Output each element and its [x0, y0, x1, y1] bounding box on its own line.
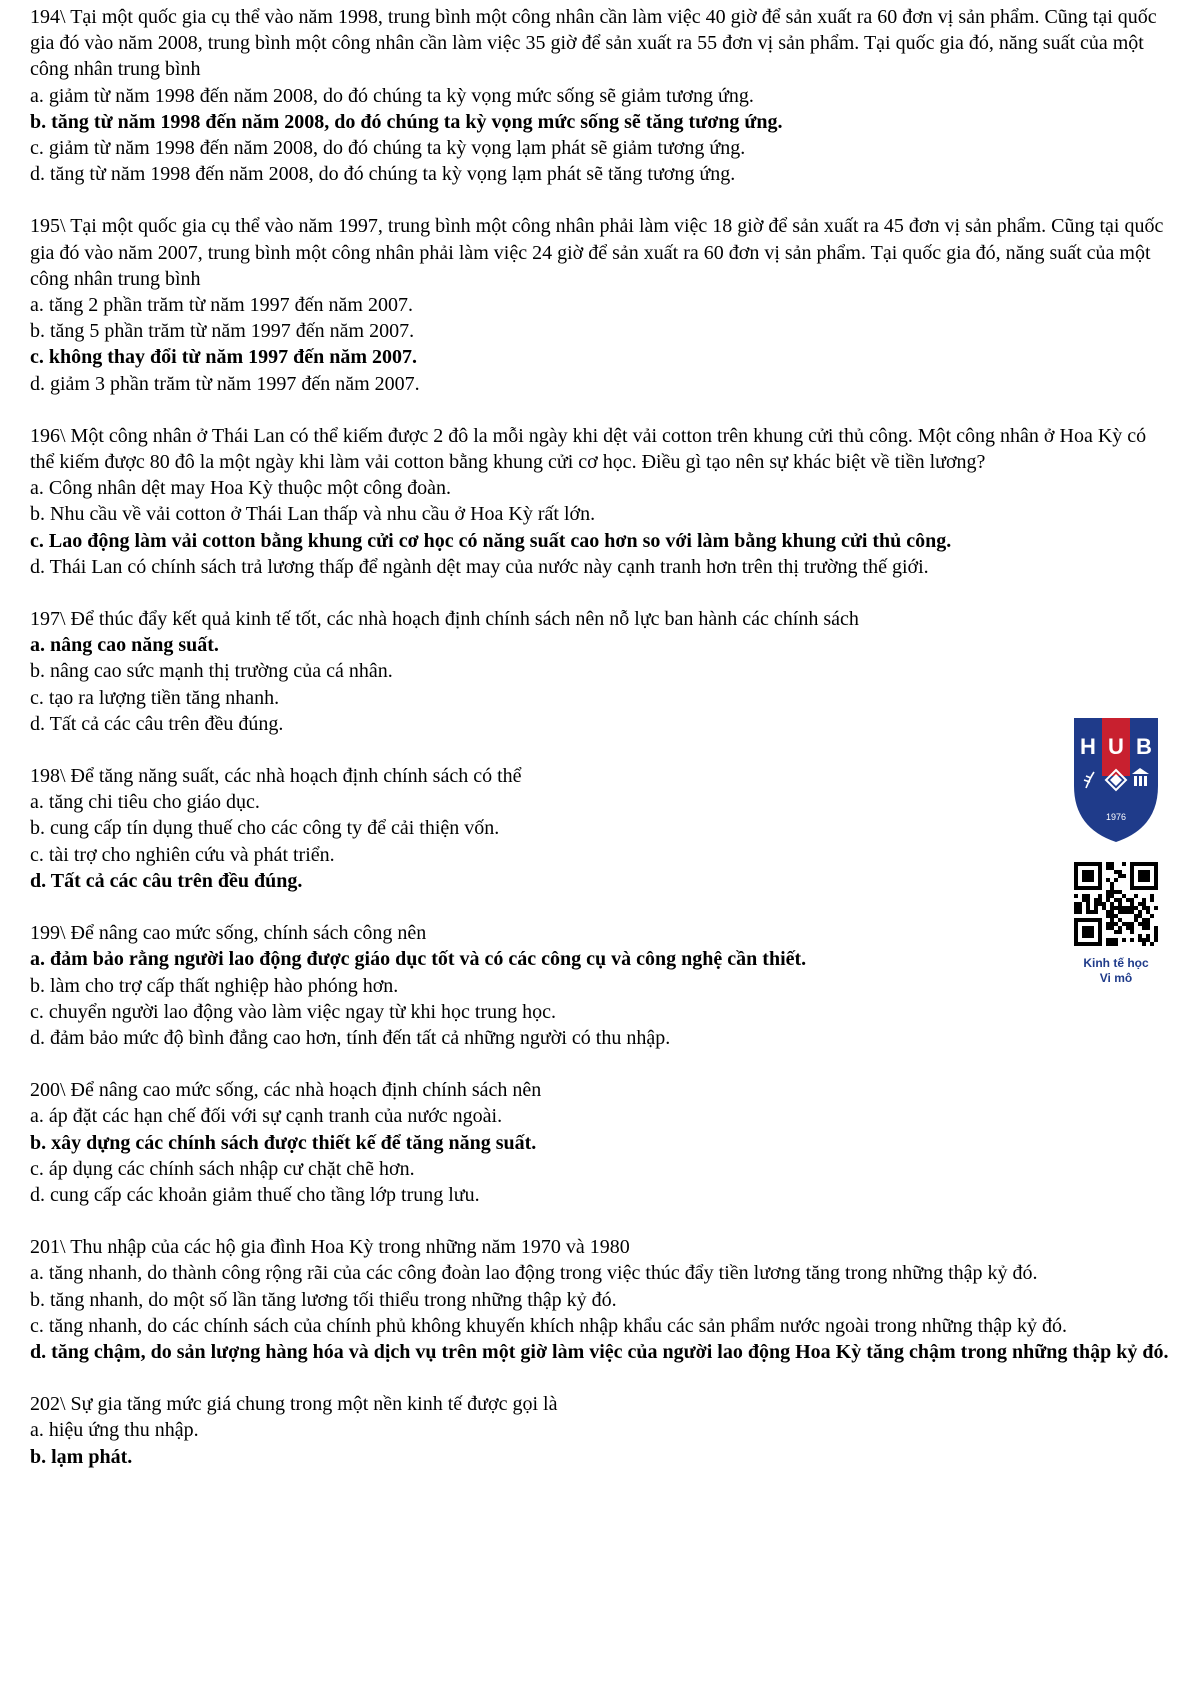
question-block	[30, 4, 1170, 187]
question-text: 194\ Tại một quốc gia cụ thể vào năm 1998, trung bình một công nhân cần làm việc 40 giờ để sản xuất ra 60 đơn vị sản phẩm. Cũng tại quốc gia đó vào năm 2008, trung bình một công nhân cần làm việc 35 giờ để sản xuất ra 55 đơn vị sản phẩm. Tại quốc gia đó, năng suất của một công nhân trung bình	[30, 6, 1157, 81]
answer-option: b. tăng 5 phần trăm từ năm 1997 đến năm 2007.	[30, 320, 415, 343]
question-block	[30, 1391, 1170, 1470]
answer-option-correct: a. đảm bảo rằng người lao động được giáo dục tốt và có các công cụ và công nghệ cần thiết.	[30, 948, 807, 971]
answer-option-correct: b. tăng từ năm 1998 đến năm 2008, do đó chúng ta kỳ vọng mức sống sẽ tăng tương ứng.	[30, 110, 783, 133]
answer-option-correct: a. nâng cao năng suất.	[30, 634, 219, 657]
answer-option: d. giảm 3 phần trăm từ năm 1997 đến năm 2007.	[30, 372, 420, 395]
question-block	[30, 920, 1170, 1051]
caption-line-2: Vi mô	[1099, 971, 1133, 985]
caption-line-1: Kinh tế học	[1083, 956, 1149, 970]
question-text: 199\ Để nâng cao mức sống, chính sách công nên	[30, 922, 427, 945]
answer-option: d. Tất cả các câu trên đều đúng.	[30, 712, 284, 735]
question-text: 200\ Để nâng cao mức sống, các nhà hoạch định chính sách nên	[30, 1079, 542, 1102]
answer-option: b. Nhu cầu về vải cotton ở Thái Lan thấp và nhu cầu ở Hoa Kỳ rất lớn.	[30, 503, 596, 526]
answer-option: c. tăng nhanh, do các chính sách của chính phủ không khuyến khích nhập khẩu các sản phẩm nước ngoài trong những thập kỷ đó.	[30, 1314, 1067, 1337]
answer-option: c. giảm từ năm 1998 đến năm 2008, do đó chúng ta kỳ vọng lạm phát sẽ giảm tương ứng.	[30, 137, 746, 160]
answer-option: a. hiệu ứng thu nhập.	[30, 1419, 199, 1442]
answer-option-correct: c. không thay đổi từ năm 1997 đến năm 2007.	[30, 346, 418, 369]
answer-option: b. cung cấp tín dụng thuế cho các công ty để cải thiện vốn.	[30, 817, 500, 840]
answer-option: a. giảm từ năm 1998 đến năm 2008, do đó chúng ta kỳ vọng mức sống sẽ giảm tương ứng.	[30, 84, 754, 107]
question-block	[30, 213, 1170, 396]
answer-option: d. Thái Lan có chính sách trả lương thấp để ngành dệt may của nước này cạnh tranh hơn trên thị trường thế giới.	[30, 555, 929, 578]
answer-option: a. áp đặt các hạn chế đối với sự cạnh tranh của nước ngoài.	[30, 1105, 503, 1128]
question-block	[30, 1077, 1170, 1208]
answer-option: d. tăng từ năm 1998 đến năm 2008, do đó chúng ta kỳ vọng lạm phát sẽ tăng tương ứng.	[30, 163, 736, 186]
answer-option-correct: c. Lao động làm vải cotton bằng khung cửi cơ học có năng suất cao hơn so với làm bằng khung cửi thủ công.	[30, 529, 952, 552]
question-text: 202\ Sự gia tăng mức giá chung trong một nền kinh tế được gọi là	[30, 1393, 558, 1416]
answer-option: a. Công nhân dệt may Hoa Kỳ thuộc một công đoàn.	[30, 477, 452, 500]
answer-option: c. áp dụng các chính sách nhập cư chặt chẽ hơn.	[30, 1157, 415, 1180]
hub-logo	[1072, 716, 1160, 844]
question-text: 196\ Một công nhân ở Thái Lan có thể kiếm được 2 đô la mỗi ngày khi dệt vải cotton trên khung cửi thủ công. Một công nhân ở Hoa Kỳ có thể kiếm được 80 đô la một ngày khi làm vải cotton bằng khung cửi cơ học. Điều gì tạo nên sự khác biệt về tiền lương?	[30, 424, 1147, 474]
answer-option: b. làm cho trợ cấp thất nghiệp hào phóng hơn.	[30, 974, 399, 997]
document-page	[30, 4, 1170, 1496]
question-list	[30, 4, 1170, 1470]
answer-option: c. tài trợ cho nghiên cứu và phát triển.	[30, 843, 335, 866]
answer-option: d. cung cấp các khoản giảm thuế cho tầng lớp trung lưu.	[30, 1183, 480, 1206]
answer-option: a. tăng nhanh, do thành công rộng rãi của các công đoàn lao động trong việc thúc đẩy tiền lương tăng trong những thập kỷ đó.	[30, 1262, 1038, 1285]
question-block	[30, 423, 1170, 580]
answer-option-correct: d. Tất cả các câu trên đều đúng.	[30, 869, 303, 892]
answer-option: a. tăng chi tiêu cho giáo dục.	[30, 791, 260, 814]
answer-option: b. nâng cao sức mạnh thị trường của cá nhân.	[30, 660, 393, 683]
answer-option: d. đảm bảo mức độ bình đẳng cao hơn, tính đến tất cả những người có thu nhập.	[30, 1026, 671, 1049]
qr-code	[1074, 862, 1158, 946]
answer-option-correct: b. xây dựng các chính sách được thiết kế để tăng năng suất.	[30, 1131, 537, 1154]
question-text: 198\ Để tăng năng suất, các nhà hoạch định chính sách có thể	[30, 765, 522, 788]
answer-option: c. tạo ra lượng tiền tăng nhanh.	[30, 686, 280, 709]
question-text: 197\ Để thúc đẩy kết quả kinh tế tốt, các nhà hoạch định chính sách nên nỗ lực ban hành các chính sách	[30, 608, 859, 631]
logo-letter-h: H	[1080, 734, 1096, 759]
question-block	[30, 763, 1170, 894]
logo-letter-b: B	[1136, 734, 1152, 759]
question-text: 201\ Thu nhập của các hộ gia đình Hoa Kỳ trong những năm 1970 và 1980	[30, 1236, 630, 1259]
answer-option: a. tăng 2 phần trăm từ năm 1997 đến năm 2007.	[30, 294, 413, 317]
question-block	[30, 1234, 1170, 1365]
answer-option: c. chuyển người lao động vào làm việc ngay từ khi học trung học.	[30, 1000, 557, 1023]
logo-letter-u: U	[1108, 734, 1124, 759]
answer-option-correct: d. tăng chậm, do sản lượng hàng hóa và dịch vụ trên một giờ làm việc của người lao động Hoa Kỳ tăng chậm trong những thập kỷ đó.	[30, 1340, 1169, 1363]
question-text: 195\ Tại một quốc gia cụ thể vào năm 1997, trung bình một công nhân phải làm việc 18 giờ để sản xuất ra 45 đơn vị sản phẩm. Cũng tại quốc gia đó vào năm 2007, trung bình một công nhân phải làm việc 24 giờ để sản xuất ra 60 đơn vị sản phẩm. Tại quốc gia đó, năng suất của một công nhân trung bình	[30, 215, 1164, 290]
question-block	[30, 606, 1170, 737]
answer-option-correct: b. lạm phát.	[30, 1445, 133, 1468]
logo-year: 1976	[1105, 812, 1127, 822]
logo-caption	[1066, 956, 1166, 986]
answer-option: b. tăng nhanh, do một số lần tăng lương tối thiểu trong những thập kỷ đó.	[30, 1288, 617, 1311]
